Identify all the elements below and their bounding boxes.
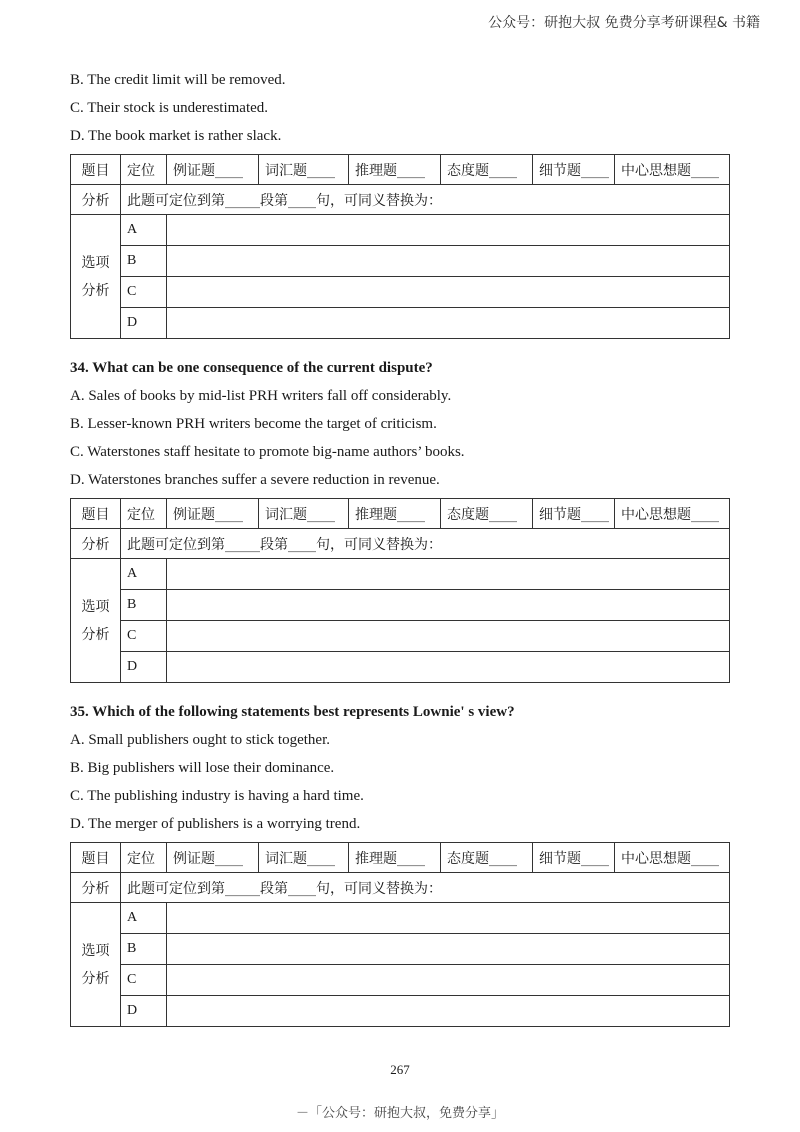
question-title: 35. Which of the following statements best represents Lownie' s view? [70,704,515,720]
option-analysis-label: 选项 分析 [71,215,121,339]
type-inference: 推理题____ [349,499,441,528]
table-label-topic: 题目 [71,499,121,529]
row-letter-c: C [121,277,167,308]
question-block-35 [70,698,730,1027]
option-d-analysis-field[interactable] [167,652,730,683]
option-a-analysis-field[interactable] [167,559,730,590]
row-letter-b: B [121,590,167,621]
question-block-33 [70,66,730,339]
option-b: B. The credit limit will be removed. [70,72,286,88]
question-type-row [121,499,729,528]
question-type-row [121,155,729,184]
table-label-topic: 题目 [71,843,121,873]
option-a-analysis-field[interactable] [167,903,730,934]
type-vocab: 词汇题____ [259,843,349,872]
analysis-table [70,842,730,1027]
option-b: B. Lesser-known PRH writers become the target of criticism. [70,416,437,432]
type-attitude: 态度题____ [441,155,533,184]
option-d-analysis-field[interactable] [167,996,730,1027]
type-example: 例证题____ [167,155,259,184]
row-letter-a: A [121,903,167,934]
type-main-idea: 中心思想题____ [621,850,719,867]
row-letter-d: D [121,652,167,683]
type-inference: 推理题____ [349,843,441,872]
row-letter-d: D [121,996,167,1027]
option-analysis-label: 选项 分析 [71,903,121,1027]
option-c-analysis-field[interactable] [167,965,730,996]
option-c-analysis-field[interactable] [167,621,730,652]
analysis-table [70,498,730,683]
type-example: 例证题____ [167,843,259,872]
option-c: C. Waterstones staff hesitate to promote big-name authors’ books. [70,444,465,460]
header-watermark: 公众号：研抱大叔 免费分享考研课程& 书籍 [488,15,760,31]
row-letter-a: A [121,215,167,246]
table-label-analysis: 分析 [71,529,121,559]
footer-watermark: －「公众号：研抱大叔，免费分享」 [295,1106,504,1121]
locate-field: 此题可定位到第_____段第____句，可同义替换为： [121,529,730,559]
page-number: 267 [390,1062,410,1077]
option-analysis-label: 选项 分析 [71,559,121,683]
type-locate: 定位 [121,155,167,184]
type-detail: 细节题____ [533,155,615,184]
locate-field: 此题可定位到第_____段第____句，可同义替换为： [121,185,730,215]
option-b-analysis-field[interactable] [167,934,730,965]
type-detail: 细节题____ [533,843,615,872]
type-locate: 定位 [121,499,167,528]
type-detail: 细节题____ [533,499,615,528]
option-c-analysis-field[interactable] [167,277,730,308]
option-a: A. Sales of books by mid-list PRH writers fall off considerably. [70,388,452,404]
option-c: C. The publishing industry is having a hard time. [70,788,364,804]
type-attitude: 态度题____ [441,843,533,872]
type-main-idea: 中心思想题____ [621,162,719,179]
option-d-analysis-field[interactable] [167,308,730,339]
option-c: C. Their stock is underestimated. [70,100,269,116]
locate-field: 此题可定位到第_____段第____句，可同义替换为： [121,873,730,903]
question-type-row [121,843,729,872]
option-a-analysis-field[interactable] [167,215,730,246]
option-b: B. Big publishers will lose their dominance. [70,760,335,776]
type-vocab: 词汇题____ [259,499,349,528]
row-letter-c: C [121,965,167,996]
question-block-34 [70,354,730,683]
row-letter-a: A [121,559,167,590]
type-main-idea: 中心思想题____ [621,506,719,523]
row-letter-b: B [121,934,167,965]
type-inference: 推理题____ [349,155,441,184]
type-example: 例证题____ [167,499,259,528]
type-locate: 定位 [121,843,167,872]
table-label-analysis: 分析 [71,873,121,903]
table-label-topic: 题目 [71,155,121,185]
option-d: D. Waterstones branches suffer a severe reduction in revenue. [70,472,440,488]
option-a: A. Small publishers ought to stick together. [70,732,330,748]
option-d: D. The book market is rather slack. [70,128,282,144]
option-b-analysis-field[interactable] [167,590,730,621]
analysis-table [70,154,730,339]
row-letter-d: D [121,308,167,339]
type-attitude: 态度题____ [441,499,533,528]
question-title: 34. What can be one consequence of the current dispute? [70,360,433,376]
table-label-analysis: 分析 [71,185,121,215]
option-d: D. The merger of publishers is a worrying trend. [70,816,361,832]
option-b-analysis-field[interactable] [167,246,730,277]
row-letter-c: C [121,621,167,652]
type-vocab: 词汇题____ [259,155,349,184]
row-letter-b: B [121,246,167,277]
